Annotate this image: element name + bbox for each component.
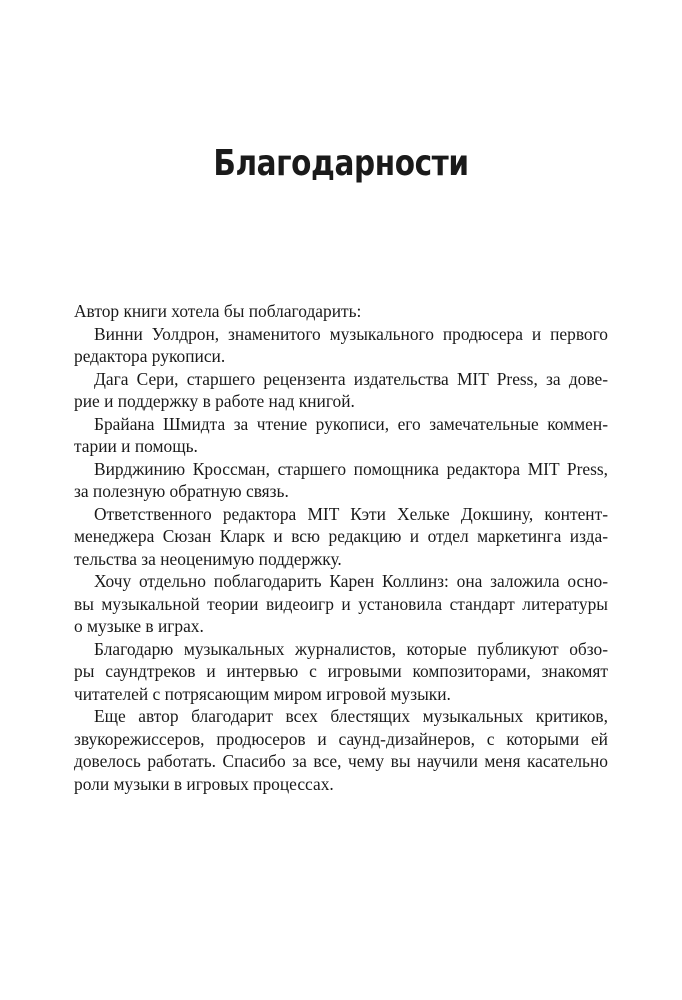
paragraph-7 xyxy=(74,638,608,706)
paragraph-line: менеджера Сюзан Кларк и всю редакцию и отдел маркетинга изда- xyxy=(74,526,608,546)
paragraph-line: Хочу отдельно поблагодарить Карен Коллинз: она заложила осно- xyxy=(94,571,608,591)
paragraph-line: Благодарю музыкальных журналистов, которые публикуют обзо- xyxy=(94,638,608,659)
paragraph-line: Брайана Шмидта за чтение рукописи, его замечательные коммен- xyxy=(94,413,608,434)
paragraph-line: тарии и помощь. xyxy=(74,436,198,456)
paragraph-5 xyxy=(74,503,608,571)
paragraph-line: читателей с потрясающим миром игровой музыки. xyxy=(74,683,451,704)
paragraph-line: Вирджинию Кроссман, старшего помощника редактора MIT Press, xyxy=(94,458,608,479)
paragraph-line: Дага Сери, старшего рецензента издательства MIT Press, за дове- xyxy=(94,368,608,389)
paragraph-2 xyxy=(74,368,608,413)
paragraph-line: вы музыкальной теории видеоигр и установила стандарт литературы xyxy=(74,593,608,614)
paragraph-line: Винни Уолдрон, знаменитого музыкального продюсера и первого xyxy=(94,323,608,344)
acknowledgements-body xyxy=(74,300,608,795)
paragraph-line: Ответственного редактора MIT Кэти Хельке Докшину, контент- xyxy=(94,503,608,524)
paragraph-line: за полезную обратную связь. xyxy=(74,481,289,501)
paragraph-8 xyxy=(74,705,608,795)
paragraph-line: рие и поддержку в работе над книгой. xyxy=(74,391,355,411)
paragraph-line: довелось работать. Спасибо за все, чему вы научили меня касательно xyxy=(74,751,608,771)
paragraph-line: роли музыки в игровых процессах. xyxy=(74,773,334,794)
paragraph-line: тельства за неоценимую поддержку. xyxy=(74,548,342,569)
paragraph-line: Еще автор благодарит всех блестящих музыкальных критиков, xyxy=(94,706,608,726)
paragraph-line: ры саундтреков и интервью с игровыми композиторами, знакомят xyxy=(74,661,608,681)
paragraph-6 xyxy=(74,570,608,638)
paragraph-3 xyxy=(74,413,608,458)
page-title: Благодарности xyxy=(213,143,469,184)
paragraph-line: редактора рукописи. xyxy=(74,346,226,366)
intro-line: Автор книги хотела бы поблагодарить: xyxy=(74,301,362,321)
paragraph-line: о музыке в играх. xyxy=(74,616,204,636)
paragraph-1 xyxy=(74,323,608,368)
paragraph-4 xyxy=(74,458,608,503)
paragraph-line: звукорежиссеров, продюсеров и саунд-дизайнеров, с которыми ей xyxy=(74,728,608,749)
